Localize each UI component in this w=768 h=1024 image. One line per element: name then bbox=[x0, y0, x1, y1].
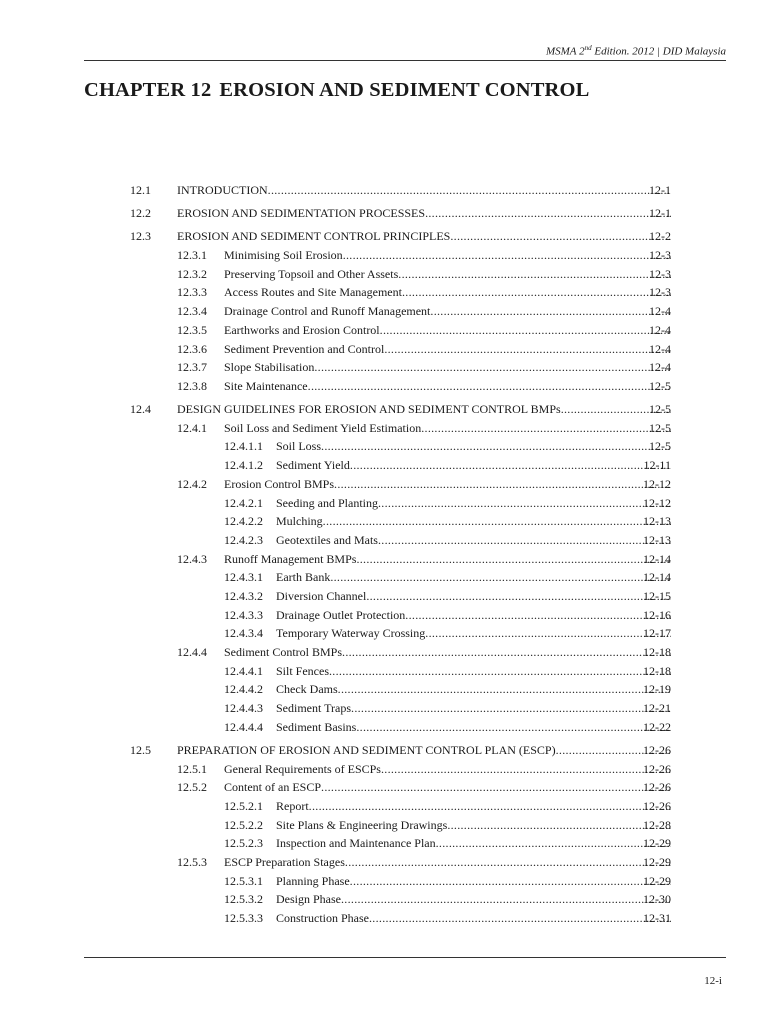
toc-entry-title: Earthworks and Erosion Control bbox=[224, 322, 380, 337]
toc-entry-page: 12-15 bbox=[643, 588, 671, 603]
toc-entry-leader bbox=[276, 624, 671, 643]
toc-entry[interactable] bbox=[0, 227, 768, 246]
toc-entry-leader bbox=[224, 853, 671, 872]
toc-entry-leader bbox=[177, 181, 671, 200]
table-of-contents bbox=[0, 181, 768, 928]
dot-leader bbox=[345, 853, 671, 872]
dot-leader bbox=[421, 419, 671, 438]
toc-entry-page: 12-18 bbox=[643, 645, 671, 659]
toc-entry-page: 12-29 bbox=[643, 873, 671, 888]
toc-entry[interactable] bbox=[0, 587, 768, 606]
toc-entry-page: 12-19 bbox=[643, 682, 671, 697]
dot-leader bbox=[405, 606, 671, 625]
dot-leader bbox=[351, 699, 671, 718]
toc-entry-page: 12-2 bbox=[649, 229, 671, 244]
dot-leader bbox=[381, 760, 671, 779]
toc-entry-title: Check Dams bbox=[276, 682, 338, 697]
toc-entry-number: 12.5.3 bbox=[177, 855, 207, 870]
toc-entry-title: Site Maintenance bbox=[224, 378, 308, 393]
toc-entry[interactable] bbox=[0, 456, 768, 475]
dot-leader bbox=[366, 587, 671, 606]
toc-entry-page: 12-21 bbox=[643, 701, 671, 716]
running-header bbox=[84, 44, 726, 58]
toc-entry-number: 12.4.2 bbox=[177, 476, 207, 491]
toc-entry-page: 12-12 bbox=[643, 495, 671, 510]
toc-entry-leader bbox=[224, 760, 671, 779]
toc-entry[interactable] bbox=[0, 778, 768, 797]
dot-leader bbox=[350, 872, 671, 891]
toc-entry-number: 12.4.4 bbox=[177, 645, 207, 659]
toc-entry-leader bbox=[224, 358, 671, 377]
toc-entry-page: 12-18 bbox=[643, 663, 671, 678]
toc-entry-leader bbox=[224, 643, 671, 662]
toc-entry-leader bbox=[177, 400, 671, 419]
toc-entry-leader bbox=[276, 797, 671, 816]
dot-leader bbox=[356, 550, 671, 569]
toc-entry-page: 12-14 bbox=[643, 551, 671, 566]
toc-entry[interactable] bbox=[0, 699, 768, 718]
toc-entry-title: Drainage Control and Runoff Management bbox=[224, 304, 431, 319]
toc-entry-title: Minimising Soil Erosion bbox=[224, 248, 343, 263]
toc-entry-title: Preserving Topsoil and Other Assets bbox=[224, 266, 399, 281]
toc-entry[interactable] bbox=[0, 321, 768, 340]
footer-rule bbox=[84, 957, 726, 958]
toc-entry-number: 12.4.3.3 bbox=[224, 607, 263, 622]
toc-entry-number: 12.3.7 bbox=[177, 360, 207, 375]
dot-leader bbox=[430, 302, 671, 321]
toc-entry-title: Planning Phase bbox=[276, 873, 350, 888]
toc-entry-number: 12.3.3 bbox=[177, 285, 207, 300]
toc-entry-leader bbox=[276, 437, 671, 456]
dot-leader bbox=[314, 358, 671, 377]
dot-leader bbox=[356, 718, 671, 737]
toc-entry[interactable] bbox=[0, 246, 768, 265]
toc-entry-page: 12-29 bbox=[643, 836, 671, 851]
toc-entry-number: 12.5.3.3 bbox=[224, 911, 263, 926]
toc-entry-number: 12.5 bbox=[130, 742, 151, 757]
toc-entry[interactable] bbox=[0, 834, 768, 853]
toc-entry-leader bbox=[276, 718, 671, 737]
toc-entry-leader bbox=[224, 265, 671, 284]
toc-entry[interactable] bbox=[0, 358, 768, 377]
toc-entry-number: 12.4.1 bbox=[177, 420, 207, 435]
toc-entry-number: 12.3.1 bbox=[177, 248, 207, 263]
chapter-number: CHAPTER 12 bbox=[84, 79, 212, 101]
toc-entry[interactable] bbox=[0, 568, 768, 587]
toc-entry-title: Earth Bank bbox=[276, 570, 331, 585]
toc-entry-leader bbox=[276, 872, 671, 891]
toc-entry-number: 12.4.2.2 bbox=[224, 514, 263, 529]
toc-entry-page: 12-5 bbox=[649, 378, 671, 393]
toc-entry-title: Runoff Management BMPs bbox=[224, 551, 357, 566]
toc-entry-page: 12-4 bbox=[649, 341, 671, 356]
toc-entry-number: 12.5.2.2 bbox=[224, 817, 263, 832]
dot-leader bbox=[425, 624, 671, 643]
toc-entry-title: INTRODUCTION bbox=[177, 183, 268, 197]
toc-entry[interactable] bbox=[0, 662, 768, 681]
dot-leader bbox=[398, 265, 671, 284]
toc-entry-page: 12-12 bbox=[643, 476, 671, 491]
toc-entry-title: Sediment Traps bbox=[276, 701, 352, 716]
toc-entry-title: Inspection and Maintenance Plan bbox=[276, 836, 436, 851]
toc-entry-page: 12-26 bbox=[643, 742, 671, 757]
header-text-part2: Edition. 2012 | DID Malaysia bbox=[591, 45, 726, 58]
toc-entry-title: Access Routes and Site Management bbox=[224, 285, 402, 300]
dot-leader bbox=[321, 778, 671, 797]
toc-entry-number: 12.4.4.4 bbox=[224, 719, 263, 734]
toc-entry-page: 12-30 bbox=[643, 892, 671, 907]
toc-entry-leader bbox=[276, 456, 671, 475]
toc-entry-title: General Requirements of ESCPs bbox=[224, 761, 381, 776]
toc-entry[interactable] bbox=[0, 816, 768, 835]
toc-entry-title: Design Phase bbox=[276, 892, 341, 907]
toc-entry-title: DESIGN GUIDELINES FOR EROSION AND SEDIMENT CONTROL BMPs bbox=[177, 402, 561, 417]
toc-entry-leader bbox=[224, 550, 671, 569]
toc-entry-title: Sediment Control BMPs bbox=[224, 645, 343, 659]
toc-entry[interactable] bbox=[0, 741, 768, 760]
toc-entry-number: 12.3.8 bbox=[177, 378, 207, 393]
dot-leader bbox=[321, 437, 671, 456]
toc-entry[interactable] bbox=[0, 853, 768, 872]
toc-entry-number: 12.3.5 bbox=[177, 322, 207, 337]
toc-entry[interactable] bbox=[0, 531, 768, 550]
dot-leader bbox=[323, 512, 671, 531]
toc-entry-title: EROSION AND SEDIMENTATION PROCESSES bbox=[177, 206, 426, 221]
toc-entry-page: 12-11 bbox=[643, 458, 671, 473]
toc-entry[interactable] bbox=[0, 624, 768, 643]
toc-entry-page: 12-29 bbox=[643, 855, 671, 870]
toc-entry-page: 12-3 bbox=[649, 285, 671, 300]
toc-entry[interactable] bbox=[0, 283, 768, 302]
toc-entry-page: 12-22 bbox=[643, 719, 671, 734]
toc-entry-number: 12.5.1 bbox=[177, 761, 207, 776]
toc-entry-number: 12.4.2.3 bbox=[224, 532, 263, 547]
toc-entry-leader bbox=[224, 475, 671, 494]
toc-entry[interactable] bbox=[0, 419, 768, 438]
dot-leader bbox=[342, 643, 671, 662]
toc-entry-leader bbox=[224, 377, 671, 396]
toc-entry[interactable] bbox=[0, 494, 768, 513]
toc-entry[interactable] bbox=[0, 643, 768, 662]
toc-entry-number: 12.1 bbox=[130, 183, 151, 197]
toc-entry-number: 12.4.4.2 bbox=[224, 682, 263, 697]
toc-entry[interactable] bbox=[0, 718, 768, 737]
toc-entry-title: EROSION AND SEDIMENT CONTROL PRINCIPLES bbox=[177, 229, 451, 244]
dot-leader bbox=[369, 909, 671, 928]
toc-entry[interactable] bbox=[0, 606, 768, 625]
toc-entry-number: 12.5.3.1 bbox=[224, 873, 263, 888]
toc-entry[interactable] bbox=[0, 760, 768, 779]
toc-entry-page: 12-13 bbox=[643, 514, 671, 529]
toc-entry-title: Sediment Basins bbox=[276, 719, 357, 734]
toc-entry-page: 12-4 bbox=[649, 304, 671, 319]
toc-entry-page: 12-14 bbox=[643, 570, 671, 585]
toc-entry-title: Erosion Control BMPs bbox=[224, 476, 335, 491]
toc-entry-leader bbox=[276, 816, 671, 835]
toc-entry-title: Temporary Waterway Crossing bbox=[276, 626, 426, 641]
header-superscript: nd bbox=[584, 44, 592, 52]
toc-entry-page: 12-5 bbox=[649, 420, 671, 435]
toc-entry-leader bbox=[177, 227, 671, 246]
toc-entry[interactable] bbox=[0, 265, 768, 284]
toc-entry-title: Slope Stabilisation bbox=[224, 360, 315, 375]
toc-entry-number: 12.5.2.3 bbox=[224, 836, 263, 851]
toc-entry-title: Diversion Channel bbox=[276, 588, 367, 603]
toc-entry-number: 12.4.4.1 bbox=[224, 663, 263, 678]
toc-entry-leader bbox=[276, 568, 671, 587]
toc-entry-page: 12-4 bbox=[649, 360, 671, 375]
dot-leader bbox=[334, 475, 671, 494]
toc-entry[interactable] bbox=[0, 340, 768, 359]
toc-entry-number: 12.4.3.1 bbox=[224, 570, 263, 585]
toc-entry-title: Content of an ESCP bbox=[224, 780, 322, 795]
toc-entry-leader bbox=[276, 909, 671, 928]
toc-entry-page: 12-13 bbox=[643, 532, 671, 547]
dot-leader bbox=[309, 797, 671, 816]
toc-entry-page: 12-5 bbox=[649, 402, 671, 417]
dot-leader bbox=[402, 283, 671, 302]
toc-entry-number: 12.4.4.3 bbox=[224, 701, 263, 716]
dot-leader bbox=[341, 890, 671, 909]
dot-leader bbox=[308, 377, 671, 396]
dot-leader bbox=[330, 568, 671, 587]
toc-entry-leader bbox=[177, 204, 671, 223]
toc-entry-page: 12-1 bbox=[649, 206, 671, 221]
toc-entry-leader bbox=[224, 246, 671, 265]
toc-entry-title: Construction Phase bbox=[276, 911, 369, 926]
toc-entry-page: 12-16 bbox=[643, 607, 671, 622]
toc-entry-title: Seeding and Planting bbox=[276, 495, 378, 510]
header-text-part1: MSMA 2 bbox=[545, 45, 585, 58]
toc-entry[interactable] bbox=[0, 377, 768, 396]
toc-entry-title: PREPARATION OF EROSION AND SEDIMENT CONTROL PLAN (ESCP) bbox=[177, 742, 556, 757]
toc-entry-page: 12-4 bbox=[649, 322, 671, 337]
toc-entry-number: 12.4.3.4 bbox=[224, 626, 263, 641]
toc-entry-leader bbox=[276, 587, 671, 606]
toc-entry-leader bbox=[224, 340, 671, 359]
toc-entry-leader bbox=[224, 321, 671, 340]
toc-entry-leader bbox=[224, 302, 671, 321]
toc-entry-title: Soil Loss bbox=[276, 439, 322, 454]
toc-entry-title: Silt Fences bbox=[276, 663, 329, 678]
toc-entry[interactable] bbox=[0, 302, 768, 321]
toc-entry[interactable] bbox=[0, 872, 768, 891]
toc-entry-number: 12.3.6 bbox=[177, 341, 207, 356]
dot-leader bbox=[378, 494, 671, 513]
toc-entry-leader bbox=[276, 680, 671, 699]
dot-leader bbox=[338, 680, 671, 699]
toc-entry-page: 12-31 bbox=[643, 911, 671, 926]
toc-entry[interactable] bbox=[0, 437, 768, 456]
dot-leader bbox=[450, 227, 671, 246]
dot-leader bbox=[425, 204, 671, 223]
toc-entry-leader bbox=[276, 512, 671, 531]
dot-leader bbox=[447, 816, 671, 835]
toc-entry-number: 12.4.1.1 bbox=[224, 439, 263, 454]
toc-entry-leader bbox=[276, 494, 671, 513]
dot-leader bbox=[378, 531, 671, 550]
toc-entry-number: 12.4.3.2 bbox=[224, 588, 263, 603]
toc-entry-leader bbox=[276, 662, 671, 681]
toc-entry-title: Drainage Outlet Protection bbox=[276, 607, 406, 622]
dot-leader bbox=[384, 340, 671, 359]
toc-entry-number: 12.4.1.2 bbox=[224, 458, 263, 473]
toc-entry-page: 12-26 bbox=[643, 799, 671, 813]
dot-leader bbox=[329, 662, 671, 681]
toc-entry-title: Geotextiles and Mats bbox=[276, 532, 378, 547]
toc-entry-page: 12-17 bbox=[643, 626, 671, 641]
toc-entry-leader bbox=[276, 699, 671, 718]
toc-entry[interactable] bbox=[0, 204, 768, 223]
toc-entry-title: Sediment Prevention and Control bbox=[224, 341, 385, 356]
toc-entry-number: 12.5.3.2 bbox=[224, 892, 263, 907]
header-rule bbox=[84, 60, 726, 61]
toc-entry-title: Report bbox=[276, 799, 309, 813]
toc-entry-title: Sediment Yield bbox=[276, 458, 350, 473]
toc-entry-page: 12-26 bbox=[643, 780, 671, 795]
toc-entry-page: 12-5 bbox=[649, 439, 671, 454]
toc-entry-number: 12.4.2.1 bbox=[224, 495, 263, 510]
toc-entry-number: 12.5.2.1 bbox=[224, 799, 263, 813]
dot-leader bbox=[380, 321, 671, 340]
toc-entry-leader bbox=[224, 419, 671, 438]
toc-entry-title: Site Plans & Engineering Drawings bbox=[276, 817, 448, 832]
toc-entry[interactable] bbox=[0, 680, 768, 699]
toc-entry[interactable] bbox=[0, 909, 768, 928]
page-number: 12-i bbox=[704, 975, 722, 987]
dot-leader bbox=[436, 834, 671, 853]
toc-entry-page: 12-3 bbox=[649, 266, 671, 281]
toc-entry[interactable] bbox=[0, 890, 768, 909]
toc-entry-number: 12.5.2 bbox=[177, 780, 207, 795]
toc-entry-title: Mulching bbox=[276, 514, 323, 529]
toc-entry-page: 12-1 bbox=[649, 183, 671, 197]
toc-entry-page: 12-28 bbox=[643, 817, 671, 832]
toc-entry-leader bbox=[276, 834, 671, 853]
toc-entry-number: 12.4.3 bbox=[177, 551, 207, 566]
toc-entry-title: ESCP Preparation Stages bbox=[224, 855, 345, 870]
dot-leader bbox=[268, 181, 671, 200]
toc-entry-leader bbox=[177, 741, 671, 760]
toc-entry-page: 12-3 bbox=[649, 248, 671, 263]
chapter-name: EROSION AND SEDIMENT CONTROL bbox=[219, 79, 590, 101]
toc-entry-leader bbox=[276, 606, 671, 625]
dot-leader bbox=[343, 246, 671, 265]
toc-entry-title: Soil Loss and Sediment Yield Estimation bbox=[224, 420, 422, 435]
toc-entry-number: 12.3.4 bbox=[177, 304, 207, 319]
toc-entry-leader bbox=[224, 283, 671, 302]
dot-leader bbox=[350, 456, 671, 475]
toc-entry-number: 12.4 bbox=[130, 402, 151, 417]
toc-entry-number: 12.3.2 bbox=[177, 266, 207, 281]
toc-entry-number: 12.2 bbox=[130, 206, 151, 221]
toc-entry-number: 12.3 bbox=[130, 229, 151, 244]
chapter-title bbox=[84, 79, 589, 102]
toc-entry-leader bbox=[276, 890, 671, 909]
toc-entry[interactable] bbox=[0, 512, 768, 531]
toc-entry[interactable] bbox=[0, 400, 768, 419]
toc-entry[interactable] bbox=[0, 181, 768, 200]
toc-entry[interactable] bbox=[0, 797, 768, 816]
toc-entry-leader bbox=[224, 778, 671, 797]
toc-entry[interactable] bbox=[0, 550, 768, 569]
toc-entry-leader bbox=[276, 531, 671, 550]
toc-entry[interactable] bbox=[0, 475, 768, 494]
toc-entry-page: 12-26 bbox=[643, 761, 671, 776]
